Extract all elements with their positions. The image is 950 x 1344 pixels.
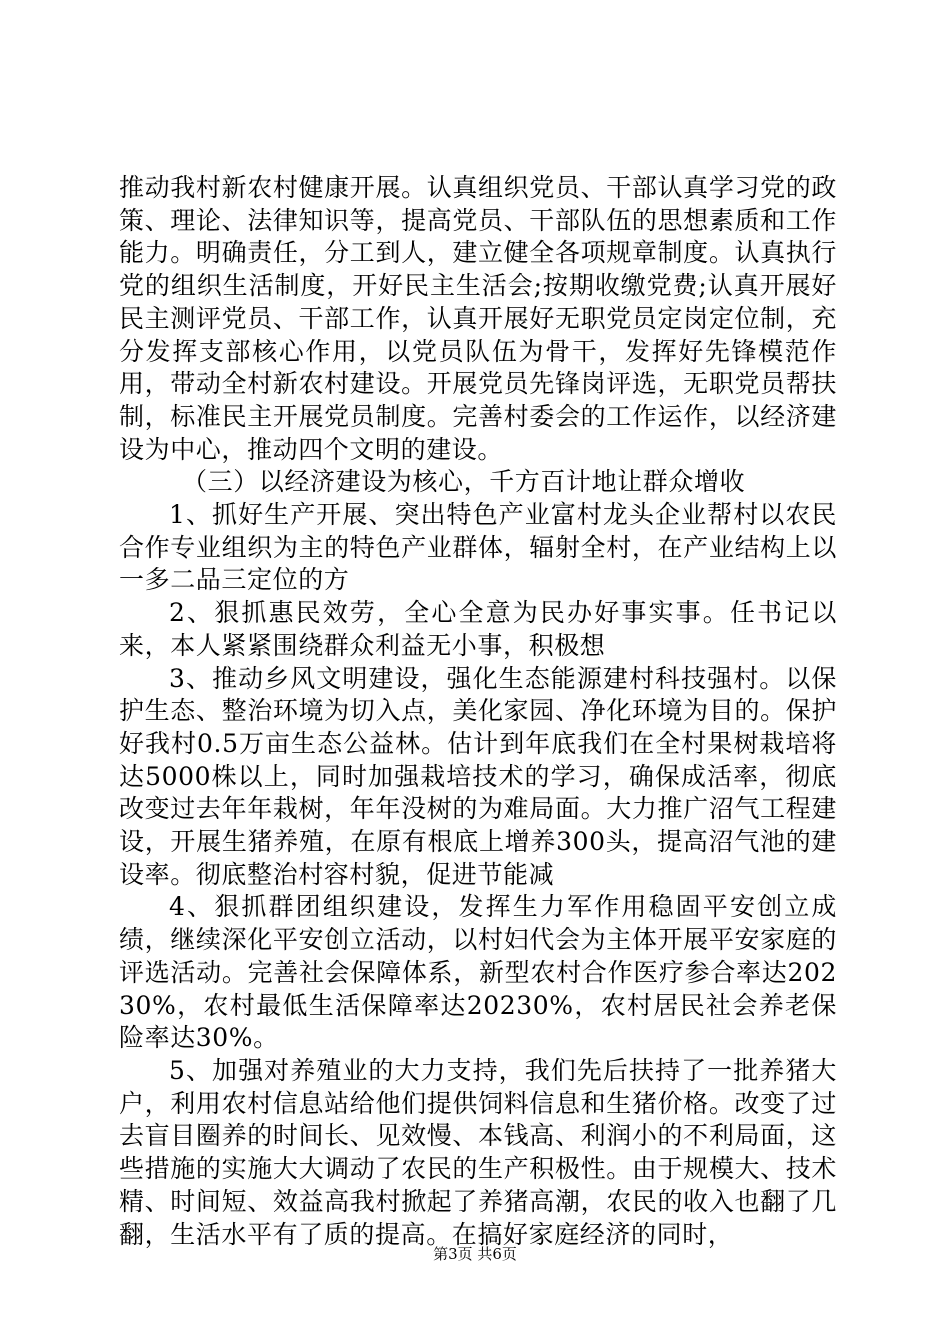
page-number-footer: 第3页 共6页	[433, 1245, 517, 1263]
paragraph-item-3: 3、推动乡风文明建设，强化生态能源建村科技强村。以保护生态、整治环境为切入点，美化家园、净化环境为目的。保护好我村0.5万亩生态公益林。估计到年底我们在全村果树栽培将达5000株以上，同时加强栽培技术的学习，确保成活率，彻底改变过去年年栽树，年年没树的为难局面。大力推广沼气工程建设，开展生猪养殖，在原有根底上增养300头，提高沼气池的建设率。彻底整治村容村貌，促进节能减	[119, 663, 837, 889]
paragraph-item-1: 1、抓好生产开展、突出特色产业富村龙头企业帮村以农民合作专业组织为主的特色产业群体，辐射全村，在产业结构上以一多二品三定位的方	[119, 500, 837, 595]
paragraph-continuation: 推动我村新农村健康开展。认真组织党员、干部认真学习党的政策、理论、法律知识等，提高党员、干部队伍的思想素质和工作能力。明确责任，分工到人，建立健全各项规章制度。认真执行党的组织生活制度，开好民主生活会;按期收缴党费;认真开展好民主测评党员、干部工作，认真开展好无职党员定岗定位制，充分发挥支部核心作用，以党员队伍为骨干，发挥好先锋模范作用，带动全村新农村建设。开展党员先锋岗评选，无职党员帮扶制，标准民主开展党员制度。完善村委会的工作运作，以经济建设为中心，推动四个文明的建设。	[119, 173, 837, 464]
paragraph-item-2: 2、狠抓惠民效劳，全心全意为民办好事实事。任书记以来，本人紧紧围绕群众利益无小事，积极想	[119, 598, 837, 660]
body-text	[119, 172, 837, 1251]
paragraph-item-4: 4、狠抓群团组织建设，发挥生力军作用稳固平安创立成绩，继续深化平安创立活动，以村妇代会为主体开展平安家庭的评选活动。完善社会保障体系，新型农村合作医疗参合率达20230%，农村最低生活保障率达20230%，农村居民社会养老保险率达30%。	[119, 892, 837, 1053]
paragraph-item-5: 5、加强对养殖业的大力支持，我们先后扶持了一批养猪大户，利用农村信息站给他们提供饲料信息和生猪价格。改变了过去盲目圈养的时间长、见效慢、本钱高、利润小的不利局面，这些措施的实施大大调动了农民的生产积极性。由于规模大、技术精、时间短、效益高我村掀起了养猪高潮，农民的收入也翻了几翻，生活水平有了质的提高。在搞好家庭经济的同时，	[119, 1055, 837, 1249]
section-heading: （三）以经济建设为核心，千方百计地让群众增收	[182, 467, 746, 497]
